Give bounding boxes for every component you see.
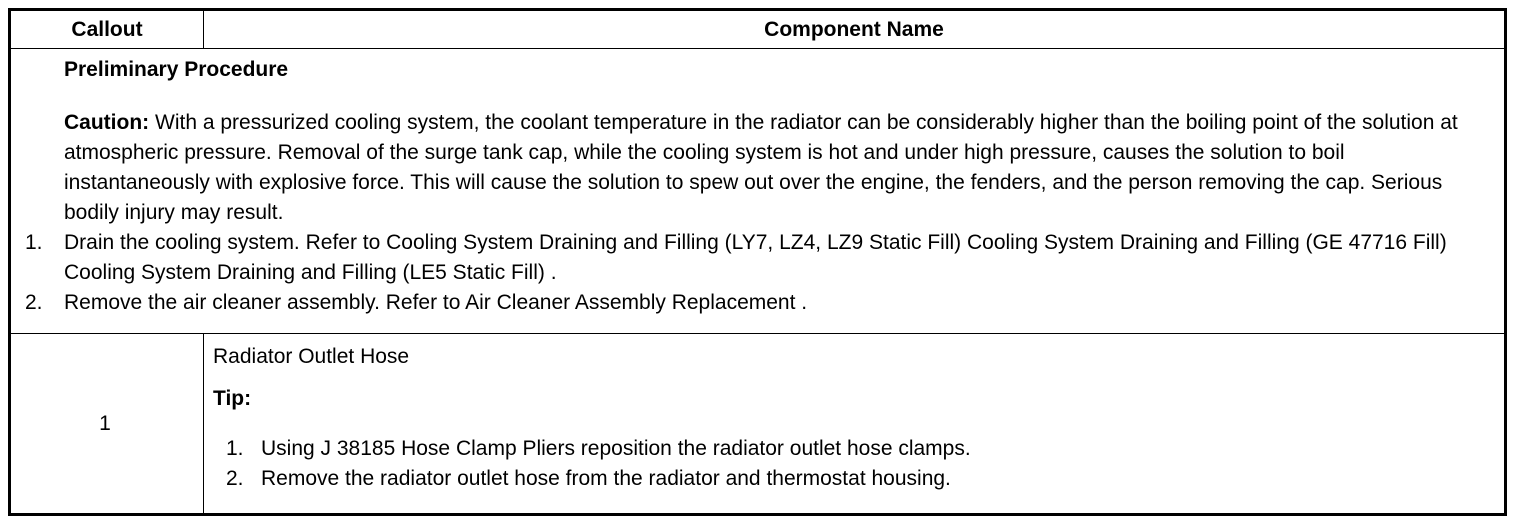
callout-column-header: Callout [11,11,204,49]
tip-step-number: 2. [226,467,244,490]
tip-label: Tip: [213,387,252,410]
list-item [11,228,1494,288]
tip-step-number: 1. [226,437,244,460]
table-header-row [11,11,1505,49]
procedure-table-frame [8,8,1507,516]
preliminary-procedure-cell [11,49,1505,334]
preliminary-procedure-row [11,49,1505,334]
step-number: 2. [25,291,43,314]
list-item [213,464,1494,494]
callout-number: 1 [11,334,204,514]
caution-text: With a pressurized cooling system, the coolant temperature in the radiator can be considerably higher than the boiling point of the solution at atmospheric pressure. Removal of the surge tank cap, while the cooling system is hot and under high pressure, causes the solution to boil instantaneously with explosive force. This will cause the solution to spew out over the engine, the fenders, and the person removing the cap. Serious bodily injury may result. [64,111,1458,224]
table-row [11,334,1505,514]
list-item [213,434,1494,464]
component-name: Radiator Outlet Hose [213,345,410,368]
preliminary-steps-list [11,228,1494,318]
tip-step-text: Remove the radiator outlet hose from the radiator and thermostat housing. [261,467,951,490]
step-number: 1. [25,231,43,254]
caution-note [11,108,1494,228]
procedure-table [10,10,1505,514]
caution-label: Caution: [64,111,150,134]
component-cell [204,334,1505,514]
list-item [11,288,1494,318]
tip-steps-list [213,434,1494,494]
step-text: Remove the air cleaner assembly. Refer to Air Cleaner Assembly Replacement . [64,291,808,314]
tip-step-text: Using J 38185 Hose Clamp Pliers reposition the radiator outlet hose clamps. [261,437,971,460]
component-name-column-header: Component Name [204,11,1505,49]
step-text: Drain the cooling system. Refer to Cooling System Draining and Filling (LY7, LZ4, LZ9 Static Fill) Cooling System Draining and Filling (GE 47716 Fill) Cooling System Draining and Filling (LE5 Static Fill) . [64,231,1447,284]
preliminary-procedure-title: Preliminary Procedure [64,58,289,81]
